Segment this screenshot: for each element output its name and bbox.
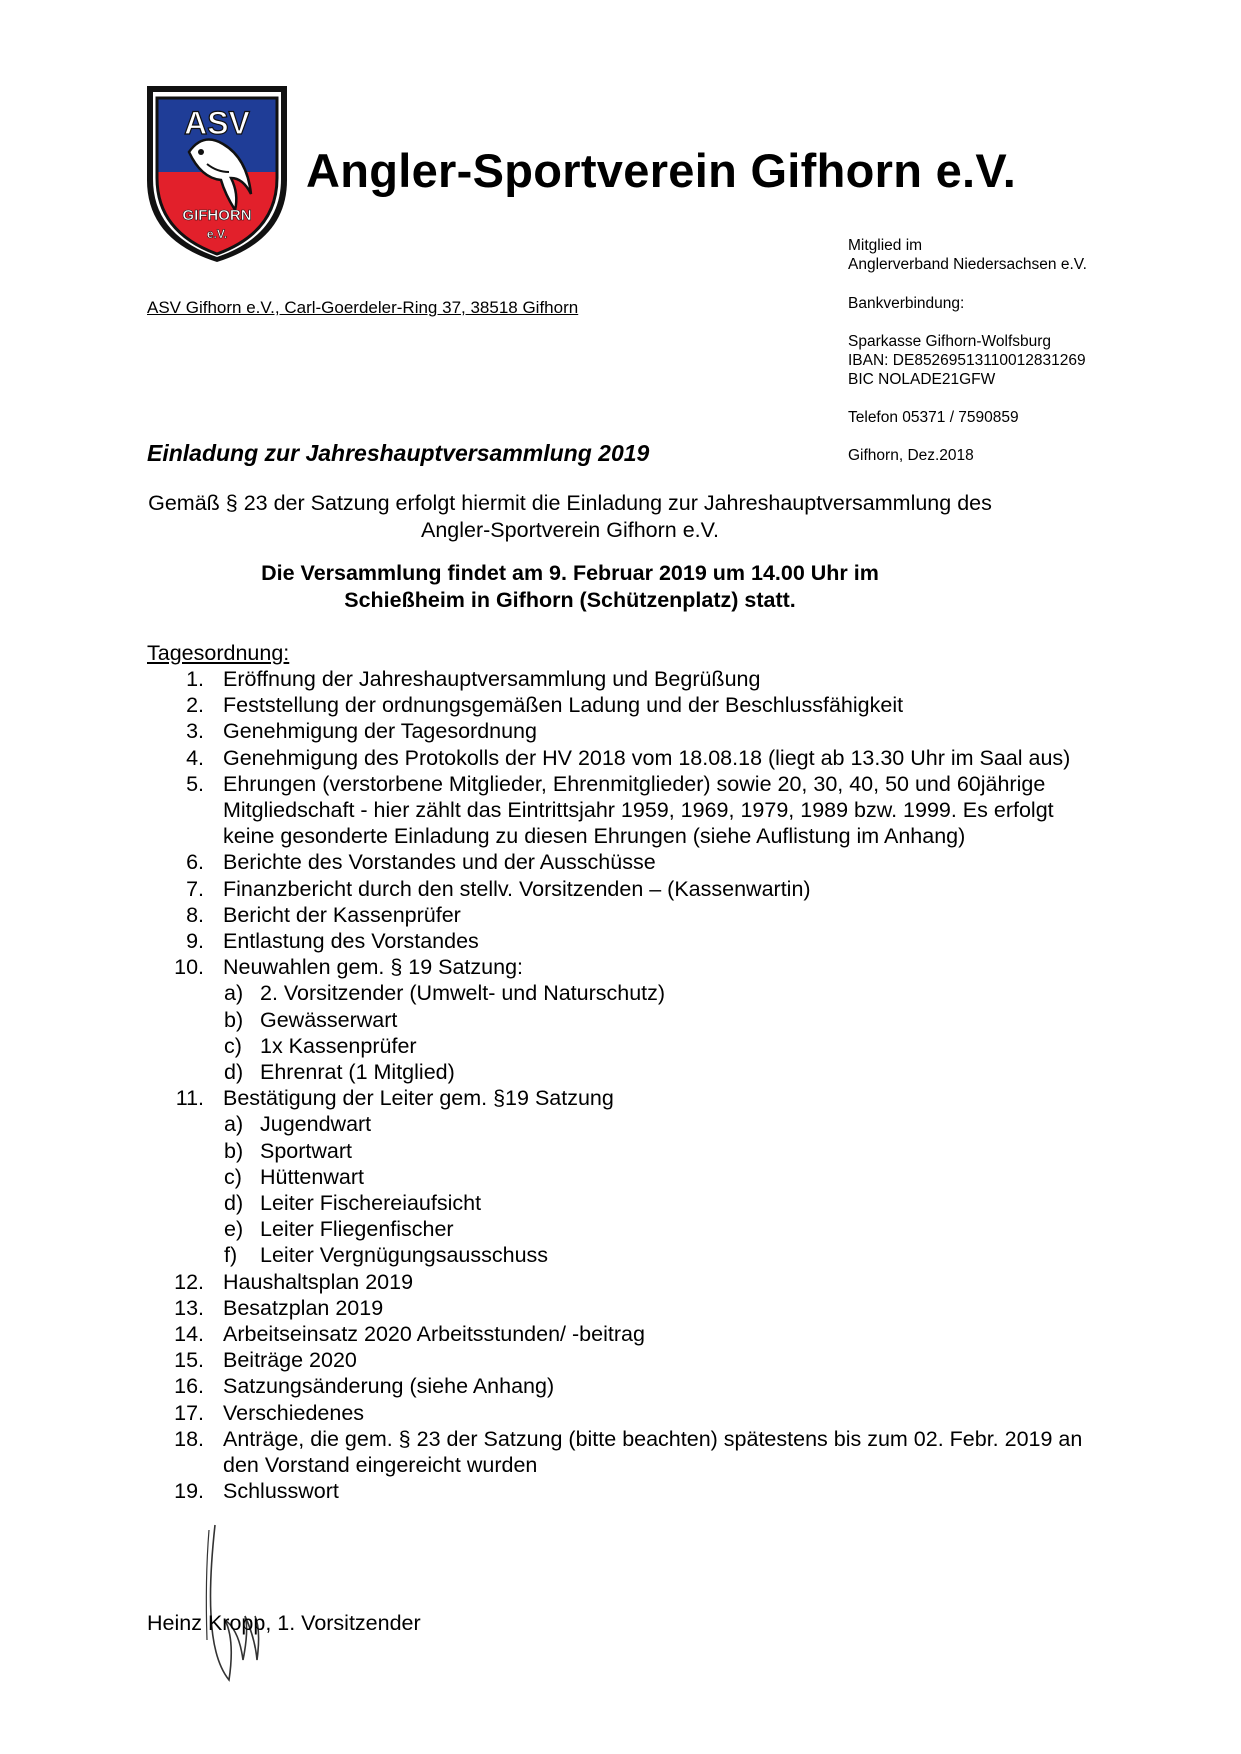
agenda-item-number: 14. xyxy=(174,1322,204,1347)
agenda-item-text: Bericht der Kassenprüfer xyxy=(223,902,461,927)
agenda-subitem xyxy=(0,1111,1241,1137)
agenda-item-number: d) xyxy=(224,1060,244,1085)
agenda-item-number: 19. xyxy=(174,1479,204,1504)
agenda-item-number: 8. xyxy=(186,902,204,927)
agenda-item-text: Schlusswort xyxy=(223,1479,339,1504)
agenda-item xyxy=(0,692,1241,718)
agenda-item-number: f) xyxy=(224,1243,238,1268)
club-logo xyxy=(143,82,291,262)
agenda-item xyxy=(0,1373,1241,1399)
agenda-list xyxy=(0,666,1241,1505)
agenda-item-text: Bestätigung der Leiter gem. §19 Satzung xyxy=(223,1086,614,1111)
agenda-item xyxy=(0,771,1241,850)
agenda-item-text: Leiter Fischereiaufsicht xyxy=(260,1191,482,1216)
agenda-item-text: Neuwahlen gem. § 19 Satzung: xyxy=(223,955,524,980)
intro-line-1: Gemäß § 23 der Satzung erfolgt hiermit die Einladung zur Jahreshauptversammlung des xyxy=(148,491,992,515)
agenda-item-text: Satzungsänderung (siehe Anhang) xyxy=(223,1374,555,1399)
membership-label: Mitglied im xyxy=(848,237,923,254)
agenda-subitem xyxy=(0,1138,1241,1164)
agenda-item-number: a) xyxy=(224,1112,244,1137)
agenda-item-text: Verschiedenes xyxy=(223,1400,365,1425)
agenda-item-text: Beiträge 2020 xyxy=(223,1348,357,1373)
agenda-item xyxy=(0,1269,1241,1295)
agenda-item-number: c) xyxy=(224,1164,242,1189)
agenda-subitem xyxy=(0,1059,1241,1085)
agenda-item xyxy=(0,1478,1241,1504)
meeting-line-1: Die Versammlung findet am 9. Februar 2019 um 14.00 Uhr im xyxy=(261,561,879,585)
agenda-item-number: 12. xyxy=(174,1269,204,1294)
bank-name: Sparkasse Gifhorn-Wolfsburg xyxy=(848,333,1052,350)
bic: BIC NOLADE21GFW xyxy=(848,371,996,388)
agenda-item xyxy=(0,745,1241,771)
agenda-item-number: b) xyxy=(224,1138,244,1163)
signature-line: Heinz Kropp, 1. Vorsitzender xyxy=(147,1611,421,1635)
agenda-item xyxy=(0,849,1241,875)
place-date: Gifhorn, Dez.2018 xyxy=(848,447,974,464)
agenda-item xyxy=(0,902,1241,928)
logo-bottom-text: GIFHORN xyxy=(182,207,252,224)
agenda-item-text: Genehmigung des Protokolls der HV 2018 vom 18.08.18 (liegt ab 13.30 Uhr im Saal aus) xyxy=(223,745,1071,770)
intro-line-2: Angler-Sportverein Gifhorn e.V. xyxy=(421,518,719,542)
agenda-item-number: b) xyxy=(224,1007,244,1032)
logo-top-text: ASV xyxy=(184,105,250,141)
agenda-item-text: Besatzplan 2019 xyxy=(223,1295,384,1320)
agenda-item-text: Anträge, die gem. § 23 der Satzung (bitte beachten) spätestens bis zum 02. Febr. 2019 an den Vorstand eingereicht wurden xyxy=(223,1426,1083,1478)
agenda-item-text: Ehrungen (verstorbene Mitglieder, Ehrenmitglieder) sowie 20, 30, 40, 50 und 60jährige Mitgliedschaft - hier zählt das Eintrittsjahr 1959, 1969, 1979, 1989 bzw. 1999. Es erfolgt keine gesonderte Einladung zu diesen Ehrungen (siehe Auflistung im Anhang) xyxy=(223,771,1054,849)
meeting-line-2: Schießheim in Gifhorn (Schützenplatz) statt. xyxy=(344,588,796,612)
membership-org: Anglerverband Niedersachsen e.V. xyxy=(848,256,1087,273)
agenda-item-number: d) xyxy=(224,1191,244,1216)
agenda-item-number: a) xyxy=(224,981,244,1006)
agenda-item-text: Genehmigung der Tagesordnung xyxy=(223,719,537,744)
agenda-item xyxy=(0,928,1241,954)
agenda-item-number: 18. xyxy=(174,1426,204,1451)
agenda-item xyxy=(0,1347,1241,1373)
agenda-item-text: Ehrenrat (1 Mitglied) xyxy=(260,1060,455,1085)
agenda-item-text: Arbeitseinsatz 2020 Arbeitsstunden/ -beitrag xyxy=(223,1322,645,1347)
agenda-item-text: Haushaltsplan 2019 xyxy=(223,1269,414,1294)
agenda-item-text: Jugendwart xyxy=(260,1112,372,1137)
agenda-item-number: 15. xyxy=(174,1348,204,1373)
agenda-item-number: 3. xyxy=(186,719,204,744)
agenda-item-number: 5. xyxy=(186,771,204,796)
agenda-item-number: 16. xyxy=(174,1374,204,1399)
agenda-item-number: 11. xyxy=(175,1086,204,1111)
handwritten-signature xyxy=(195,1520,275,1690)
club-name: Angler-Sportverein Gifhorn e.V. xyxy=(306,144,1017,197)
agenda-subitem xyxy=(0,1164,1241,1190)
agenda-subitem xyxy=(0,1190,1241,1216)
agenda-item-number: c) xyxy=(224,1033,242,1058)
agenda-item-text: 2. Vorsitzender (Umwelt- und Naturschutz) xyxy=(260,981,666,1006)
agenda-item-number: 7. xyxy=(186,876,204,901)
agenda-subitem xyxy=(0,1033,1241,1059)
document-title: Einladung zur Jahreshauptversammlung 2019 xyxy=(147,440,650,466)
agenda-item-text: Feststellung der ordnungsgemäßen Ladung und der Beschlussfähigkeit xyxy=(223,693,904,718)
agenda-item-text: Entlastung des Vorstandes xyxy=(223,929,479,954)
meeting-info xyxy=(130,560,1010,614)
phone: Telefon 05371 / 7590859 xyxy=(848,409,1019,426)
agenda-item-text: Finanzbericht durch den stellv. Vorsitzenden – (Kassenwartin) xyxy=(223,876,811,901)
agenda-item-number: 1. xyxy=(186,667,204,691)
agenda-subitem xyxy=(0,980,1241,1006)
agenda-item-number: 17. xyxy=(174,1400,204,1425)
agenda-item-number: 2. xyxy=(186,693,204,718)
agenda-item-number: e) xyxy=(224,1217,244,1242)
logo-suffix-text: e.V. xyxy=(206,227,228,241)
agenda-item xyxy=(0,1321,1241,1347)
agenda-item-number: 10. xyxy=(174,955,204,980)
agenda-subitem xyxy=(0,1242,1241,1268)
agenda-item xyxy=(0,1400,1241,1426)
sender-address: ASV Gifhorn e.V., Carl-Goerdeler-Ring 37, 38518 Gifhorn xyxy=(147,298,579,317)
agenda-item-text: Gewässerwart xyxy=(260,1007,398,1032)
agenda-heading: Tagesordnung: xyxy=(147,641,290,665)
intro-paragraph xyxy=(130,490,1010,544)
agenda-subitem xyxy=(0,1007,1241,1033)
agenda-item-text: Sportwart xyxy=(260,1138,353,1163)
agenda-item xyxy=(0,666,1241,692)
agenda-item-number: 4. xyxy=(186,745,204,770)
agenda-item-text: Berichte des Vorstandes und der Ausschüsse xyxy=(223,850,656,875)
bank-label: Bankverbindung: xyxy=(848,295,965,312)
agenda-item-text: Eröffnung der Jahreshauptversammlung und Begrüßung xyxy=(223,667,761,691)
agenda-item-text: 1x Kassenprüfer xyxy=(260,1033,417,1058)
agenda-item-number: 9. xyxy=(186,929,204,954)
agenda-item-text: Hüttenwart xyxy=(260,1164,364,1189)
agenda-item-text: Leiter Fliegenfischer xyxy=(260,1217,454,1242)
agenda-item-text: Leiter Vergnügungsausschuss xyxy=(260,1243,549,1268)
agenda-item xyxy=(0,876,1241,902)
agenda-item xyxy=(0,1426,1241,1478)
agenda-subitem xyxy=(0,1216,1241,1242)
agenda-item xyxy=(0,718,1241,744)
agenda-item-number: 13. xyxy=(174,1295,204,1320)
agenda-item-number: 6. xyxy=(186,850,204,875)
agenda-item xyxy=(0,1085,1241,1111)
iban: IBAN: DE85269513110012831269 xyxy=(848,352,1086,369)
agenda-item xyxy=(0,954,1241,980)
agenda-item xyxy=(0,1295,1241,1321)
